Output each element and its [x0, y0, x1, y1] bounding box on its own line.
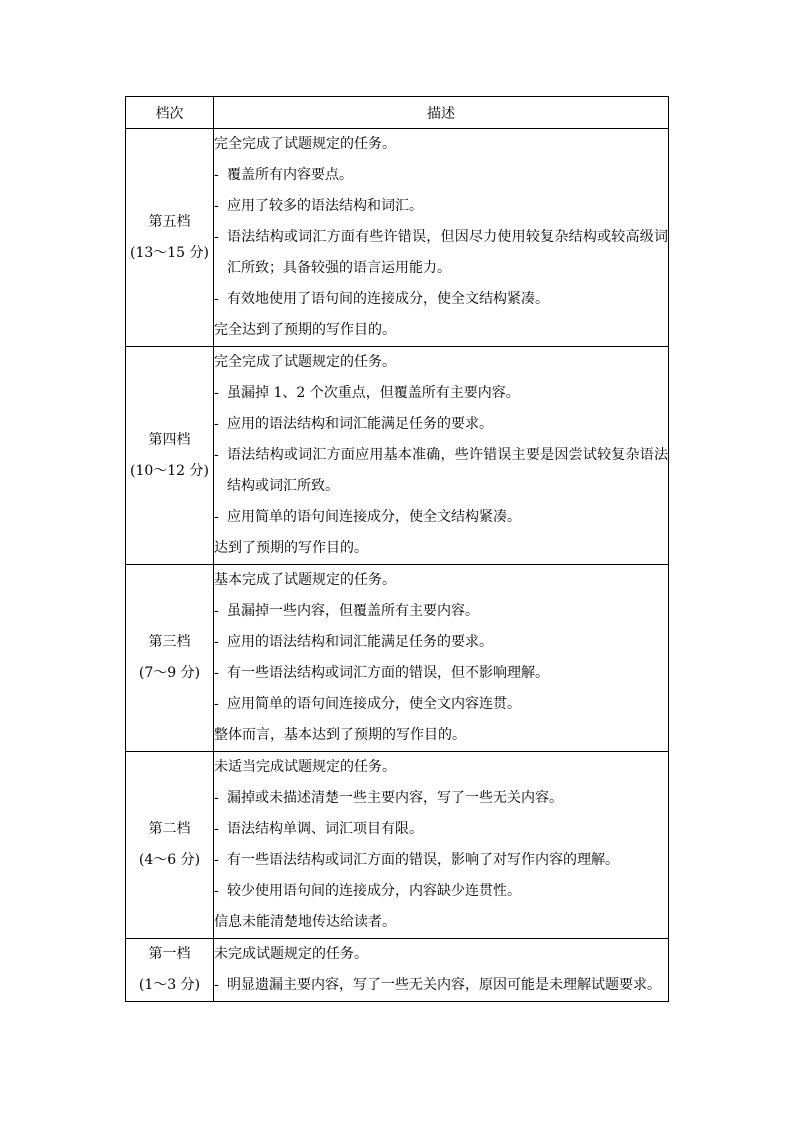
bullet-dash: - — [214, 634, 219, 650]
description-intro: 完全完成了试题规定的任务。 — [214, 136, 396, 152]
criterion-item — [214, 689, 668, 720]
criterion-text: 有一些语法结构或词汇方面的错误，影响了对写作内容的理解。 — [227, 852, 619, 868]
criterion-item — [214, 596, 668, 627]
description-intro: 未适当完成试题规定的任务。 — [214, 759, 396, 775]
level-name: 第二档 — [148, 821, 191, 837]
bullet-dash: - — [214, 665, 219, 681]
criterion-text: 应用简单的语句间连接成分，使全文结构紧凑。 — [227, 509, 521, 525]
level-score-range: (1～3 分) — [138, 977, 201, 993]
bullet-dash: - — [214, 385, 219, 401]
criterion-text: 应用简单的语句间连接成分，使全文内容连贯。 — [227, 696, 521, 712]
criterion-item — [214, 783, 668, 814]
criterion-text: 应用的语法结构和词汇能满足任务的要求。 — [227, 416, 493, 432]
bullet-dash: - — [214, 790, 219, 806]
description-summary: 信息未能清楚地传达给读者。 — [214, 914, 396, 930]
level-score-range: (4～6 分) — [138, 852, 201, 868]
criterion-item — [214, 284, 668, 315]
criterion-text: 虽漏掉 1、2 个次重点，但覆盖所有主要内容。 — [227, 385, 520, 401]
level-cell — [126, 565, 214, 752]
criterion-item — [214, 814, 668, 845]
level-name: 第一档 — [148, 946, 191, 962]
description-cell — [214, 939, 669, 1002]
criterion-text: 漏掉或未描述清楚一些主要内容，写了一些无关内容。 — [227, 790, 563, 806]
criterion-item — [214, 876, 668, 907]
criterion-item — [214, 658, 668, 689]
bullet-dash: - — [214, 198, 219, 214]
bullet-dash: - — [214, 167, 219, 183]
criterion-item — [214, 627, 668, 658]
criterion-item — [214, 502, 668, 533]
criterion-text: 应用的语法结构和词汇能满足任务的要求。 — [227, 634, 493, 650]
description-summary: 达到了预期的写作目的。 — [214, 540, 368, 556]
description-cell — [214, 129, 669, 347]
bullet-dash: - — [214, 821, 219, 837]
level-score-range: (10～12 分) — [129, 462, 209, 479]
level-score-range: (7～9 分) — [138, 665, 201, 681]
header-description: 描述 — [214, 97, 669, 129]
description-summary: 整体而言，基本达到了预期的写作目的。 — [214, 727, 466, 743]
criterion-text: 明显遗漏主要内容，写了一些无关内容，原因可能是未理解试题要求。 — [227, 977, 661, 993]
bullet-dash: - — [214, 416, 219, 432]
rubric-row-level-5 — [126, 129, 669, 347]
bullet-dash: - — [214, 509, 219, 525]
rubric-row-level-2 — [126, 752, 669, 939]
bullet-dash: - — [214, 603, 219, 619]
criterion-item — [214, 409, 668, 440]
description-cell — [214, 565, 669, 752]
criterion-text: 较少使用语句间的连接成分，内容缺少连贯性。 — [227, 883, 521, 899]
bullet-dash: - — [214, 291, 219, 307]
level-cell — [126, 347, 214, 565]
rubric-row-level-3 — [126, 565, 669, 752]
criterion-text: 覆盖所有内容要点。 — [227, 167, 353, 183]
criterion-item — [214, 222, 668, 284]
bullet-dash: - — [214, 229, 219, 245]
description-intro: 未完成试题规定的任务。 — [214, 946, 368, 962]
scoring-rubric-table — [125, 96, 669, 1002]
criterion-text: 虽漏掉一些内容，但覆盖所有主要内容。 — [227, 603, 479, 619]
criterion-text: 有效地使用了语句间的连接成分，使全文结构紧凑。 — [227, 291, 549, 307]
criterion-text: 语法结构单调、词汇项目有限。 — [227, 821, 423, 837]
criterion-text: 语法结构或词汇方面应用基本准确，些许错误主要是因尝试较复杂语法结构或词汇所致。 — [227, 447, 668, 494]
level-cell — [126, 752, 214, 939]
description-summary: 完全达到了预期的写作目的。 — [214, 322, 396, 338]
bullet-dash: - — [214, 883, 219, 899]
bullet-dash: - — [214, 852, 219, 868]
level-name: 第四档 — [148, 431, 191, 448]
level-cell — [126, 129, 214, 347]
level-score-range: (13～15 分) — [129, 244, 209, 261]
criterion-text: 应用了较多的语法结构和词汇。 — [227, 198, 423, 214]
bullet-dash: - — [214, 696, 219, 712]
description-cell — [214, 347, 669, 565]
criterion-item — [214, 378, 668, 409]
criterion-text: 语法结构或词汇方面有些许错误，但因尽力使用较复杂结构或较高级词汇所致；具备较强的语言运用能力。 — [227, 229, 668, 276]
header-row — [126, 97, 669, 129]
level-name: 第五档 — [148, 213, 191, 230]
rubric-row-level-1 — [126, 939, 669, 1002]
criterion-text: 有一些语法结构或词汇方面的错误，但不影响理解。 — [227, 665, 549, 681]
description-intro: 完全完成了试题规定的任务。 — [214, 354, 396, 370]
bullet-dash: - — [214, 447, 219, 463]
header-level: 档次 — [126, 97, 214, 129]
criterion-item — [214, 970, 668, 1001]
description-cell — [214, 752, 669, 939]
criterion-item — [214, 845, 668, 876]
level-cell — [126, 939, 214, 1002]
description-intro: 基本完成了试题规定的任务。 — [214, 572, 396, 588]
criterion-item — [214, 160, 668, 191]
criterion-item — [214, 440, 668, 502]
rubric-row-level-4 — [126, 347, 669, 565]
criterion-item — [214, 191, 668, 222]
bullet-dash: - — [214, 977, 219, 993]
level-name: 第三档 — [148, 634, 191, 650]
